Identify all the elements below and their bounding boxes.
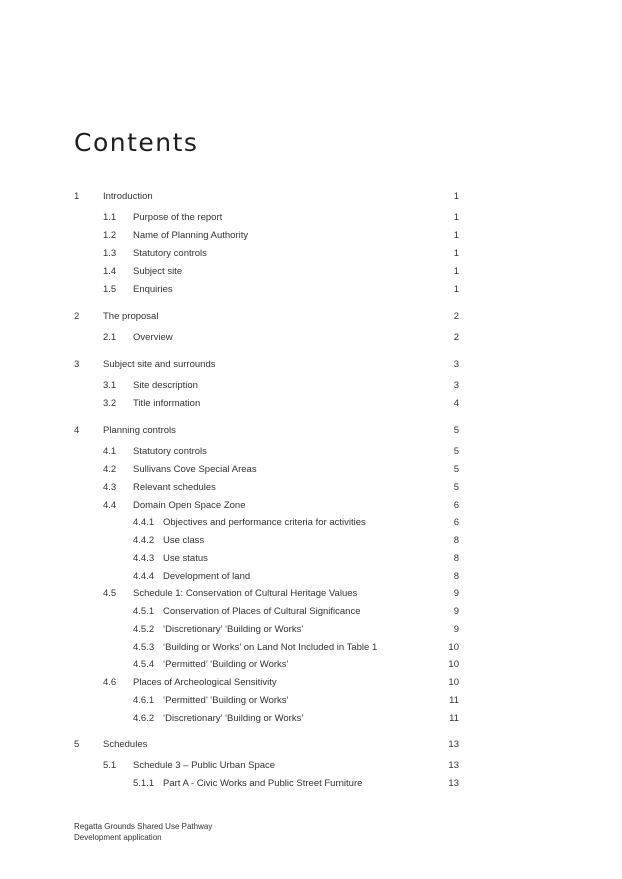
page-title: Contents — [74, 128, 199, 157]
toc-entry-page: 13 — [448, 778, 459, 789]
toc-entry-title: Places of Archeological Sensitivity — [133, 677, 277, 688]
toc-entry-page: 6 — [453, 500, 459, 511]
toc-entry-title: Schedules — [103, 739, 148, 750]
toc-entry-page: 3 — [453, 380, 459, 391]
toc-entry-title: Subject site and surrounds — [103, 359, 216, 370]
toc-entry-number: 1.5 — [103, 284, 117, 295]
toc-entry[interactable] — [0, 423, 622, 439]
toc-entry-number: 4.4.2 — [133, 535, 155, 546]
toc-entry-page: 1 — [453, 248, 459, 259]
toc-entry-page: 9 — [453, 606, 459, 617]
toc-entry-number: 4.4.3 — [133, 553, 155, 564]
toc-entry-page: 5 — [453, 446, 459, 457]
toc-entry[interactable] — [0, 693, 622, 709]
toc-entry-page: 8 — [453, 571, 459, 582]
toc-entry-title: Domain Open Space Zone — [133, 500, 246, 511]
toc-entry-page: 8 — [453, 553, 459, 564]
toc-entry-number: 1 — [74, 191, 80, 202]
toc-entry-page: 1 — [453, 212, 459, 223]
toc-entry-title: Conservation of Places of Cultural Significance — [163, 606, 361, 617]
toc-entry[interactable] — [0, 586, 622, 602]
toc-entry[interactable] — [0, 189, 622, 205]
toc-entry-number: 4 — [74, 425, 80, 436]
toc-entry-number: 5.1 — [103, 760, 117, 771]
toc-entry-title: Sullivans Cove Special Areas — [133, 464, 257, 475]
toc-entry-number: 4.4 — [103, 500, 117, 511]
toc-entry[interactable] — [0, 533, 622, 549]
toc-entry-title: Objectives and performance criteria for activities — [163, 517, 366, 528]
toc-entry-title: ‘Permitted’ ‘Building or Works’ — [163, 659, 289, 670]
toc-entry-number: 2.1 — [103, 332, 117, 343]
toc-entry-number: 4.6.1 — [133, 695, 155, 706]
toc-entry-page: 1 — [453, 191, 459, 202]
toc-entry[interactable] — [0, 657, 622, 673]
toc-entry-title: Enquiries — [133, 284, 173, 295]
toc-entry[interactable] — [0, 675, 622, 691]
toc-entry-number: 1.2 — [103, 230, 117, 241]
toc-entry-number: 4.5.4 — [133, 659, 155, 670]
toc-entry-page: 1 — [453, 230, 459, 241]
toc-entry-title: Statutory controls — [133, 248, 207, 259]
toc-entry-page: 11 — [449, 695, 459, 706]
toc-entry[interactable] — [0, 622, 622, 638]
toc-entry-title: Use class — [163, 535, 205, 546]
toc-entry-number: 4.5.3 — [133, 642, 155, 653]
toc-entry[interactable] — [0, 282, 622, 298]
toc-entry-title: Purpose of the report — [133, 212, 223, 223]
toc-entry[interactable] — [0, 378, 622, 394]
toc-entry-title: Title information — [133, 398, 201, 409]
toc-entry-number: 4.1 — [103, 446, 117, 457]
toc-entry-page: 4 — [453, 398, 459, 409]
toc-entry-number: 1.1 — [103, 212, 117, 223]
toc-entry[interactable] — [0, 711, 622, 727]
toc-entry-title: Subject site — [133, 266, 183, 277]
toc-entry-page: 10 — [448, 642, 459, 653]
toc-entry-page: 2 — [453, 332, 459, 343]
toc-entry-title: Part A - Civic Works and Public Street Furniture — [163, 778, 363, 789]
toc-entry-page: 3 — [453, 359, 459, 370]
toc-entry-page: 9 — [453, 624, 459, 635]
toc-entry-page: 13 — [448, 760, 459, 771]
toc-entry-title: ‘Permitted’ ‘Building or Works’ — [163, 695, 289, 706]
toc-entry-number: 4.5.1 — [133, 606, 155, 617]
toc-entry[interactable] — [0, 396, 622, 412]
toc-entry[interactable] — [0, 480, 622, 496]
toc-entry-page: 10 — [448, 659, 459, 670]
toc-entry[interactable] — [0, 246, 622, 262]
toc-entry[interactable] — [0, 444, 622, 460]
toc-entry[interactable] — [0, 309, 622, 325]
toc-entry-number: 4.5.2 — [133, 624, 155, 635]
footer — [74, 821, 212, 843]
toc-entry-title: Relevant schedules — [133, 482, 216, 493]
toc-entry-title: Introduction — [103, 191, 153, 202]
toc-entry[interactable] — [0, 551, 622, 567]
toc-entry-number: 4.4.4 — [133, 571, 155, 582]
toc-entry-title: Schedule 1: Conservation of Cultural Heritage Values — [133, 588, 358, 599]
toc-entry-number: 4.4.1 — [133, 517, 155, 528]
footer-project-name: Regatta Grounds Shared Use Pathway — [74, 822, 213, 831]
toc-entry[interactable] — [0, 737, 622, 753]
toc-entry-number: 3.1 — [103, 380, 117, 391]
toc-entry-number: 3 — [74, 359, 80, 370]
toc-entry-page: 9 — [453, 588, 459, 599]
toc-entry-number: 4.6 — [103, 677, 117, 688]
toc-entry-title: Development of land — [163, 571, 251, 582]
toc-entry[interactable] — [0, 357, 622, 373]
toc-entry-page: 10 — [448, 677, 459, 688]
toc-entry-number: 5 — [74, 739, 80, 750]
toc-entry-page: 1 — [453, 266, 459, 277]
toc-entry-title: Schedule 3 – Public Urban Space — [133, 760, 276, 771]
toc-entry[interactable] — [0, 776, 622, 792]
toc-entry-number: 4.2 — [103, 464, 117, 475]
toc-entry-page: 2 — [453, 311, 459, 322]
toc-entry[interactable] — [0, 515, 622, 531]
toc-entry-page: 6 — [453, 517, 459, 528]
toc-entry[interactable] — [0, 228, 622, 244]
toc-entry-title: Planning controls — [103, 425, 176, 436]
toc-entry-title: Statutory controls — [133, 446, 207, 457]
toc-entry-number: 2 — [74, 311, 80, 322]
toc-entry[interactable] — [0, 210, 622, 226]
toc-entry-number: 1.3 — [103, 248, 117, 259]
toc-entry-page: 13 — [448, 739, 459, 750]
toc-entry-title: The proposal — [103, 311, 159, 322]
toc-entry[interactable] — [0, 498, 622, 514]
footer-document-type: Development application — [74, 833, 162, 842]
toc-entry-title: Site description — [133, 380, 198, 391]
toc-entry-number: 3.2 — [103, 398, 117, 409]
toc-entry-title: Use status — [163, 553, 208, 564]
toc-entry-number: 1.4 — [103, 266, 117, 277]
toc-entry[interactable] — [0, 569, 622, 585]
toc-entry-title: Overview — [133, 332, 173, 343]
toc-entry[interactable] — [0, 264, 622, 280]
toc-entry-title: Name of Planning Authority — [133, 230, 249, 241]
toc-entry-number: 4.3 — [103, 482, 117, 493]
toc-entry-title: ‘Discretionary’ ‘Building or Works’ — [163, 713, 304, 724]
toc-entry-page: 5 — [453, 464, 459, 475]
toc-entry[interactable] — [0, 330, 622, 346]
toc-entry[interactable] — [0, 462, 622, 478]
toc-entry-page: 8 — [453, 535, 459, 546]
toc-entry-number: 4.5 — [103, 588, 117, 599]
toc-entry[interactable] — [0, 604, 622, 620]
toc-entry-title: ‘Discretionary’ ‘Building or Works’ — [163, 624, 304, 635]
toc-entry[interactable] — [0, 758, 622, 774]
toc-entry-page: 11 — [449, 713, 459, 724]
toc-entry-number: 5.1.1 — [133, 778, 155, 789]
toc-entry-page: 5 — [453, 482, 459, 493]
toc-entry-number: 4.6.2 — [133, 713, 155, 724]
toc-entry-title: ‘Building or Works’ on Land Not Included in Table 1 — [163, 642, 378, 653]
toc-entry[interactable] — [0, 640, 622, 656]
toc-entry-page: 5 — [453, 425, 459, 436]
toc-entry-page: 1 — [453, 284, 459, 295]
